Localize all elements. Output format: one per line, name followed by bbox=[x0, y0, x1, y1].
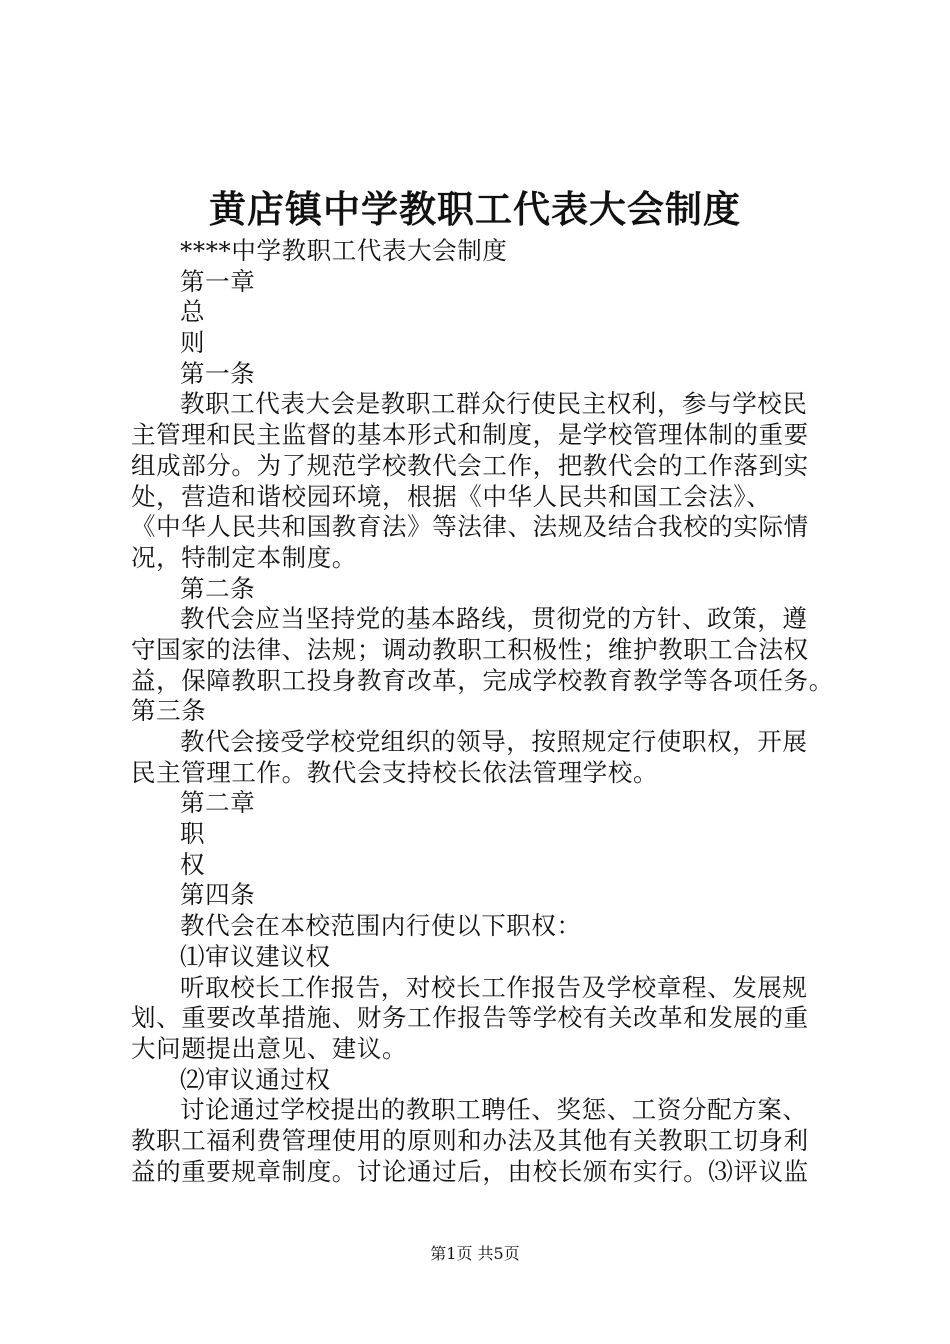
body-text-line: 处，营造和谐校园环境，根据《中华人民共和国工会法》、 bbox=[131, 481, 772, 511]
body-text-line: 教代会在本校范围内行使以下职权： bbox=[180, 911, 582, 941]
body-text-line: 教代会应当坚持党的基本路线，贯彻党的方针、政策，遵 bbox=[180, 604, 808, 634]
body-text-line: 讨论通过学校提出的教职工聘任、奖惩、工资分配方案、 bbox=[180, 1095, 808, 1125]
body-text-line: 守国家的法律、法规；调动教职工积极性；维护教职工合法权 bbox=[131, 634, 809, 664]
page-footer: 第1页 共5页 bbox=[430, 1244, 520, 1263]
body-text-line: 第四条 bbox=[180, 880, 256, 910]
body-text-line: 《中华人民共和国教育法》等法律、法规及结合我校的实际情 bbox=[131, 512, 809, 542]
body-text-line: 大问题提出意见、建议。 bbox=[131, 1033, 408, 1063]
body-text-line: 第一条 bbox=[180, 358, 256, 388]
body-text-line: 第二条 bbox=[180, 573, 256, 603]
body-text-line: 划、重要改革措施、财务工作报告等学校有关改革和发展的重 bbox=[131, 1003, 809, 1033]
body-text-line: 主管理和民主监督的基本形式和制度，是学校管理体制的重要 bbox=[131, 420, 809, 450]
body-text-line: 听取校长工作报告，对校长工作报告及学校章程、发展规 bbox=[180, 972, 808, 1002]
body-text-line: 教职工代表大会是教职工群众行使民主权利，参与学校民 bbox=[180, 389, 808, 419]
body-text-line: 总 bbox=[180, 297, 206, 327]
body-text-line: ****中学教职工代表大会制度 bbox=[180, 236, 508, 265]
document-body bbox=[131, 236, 851, 1187]
body-text-line: 则 bbox=[180, 328, 206, 358]
body-text-line: 第一章 bbox=[180, 266, 256, 296]
body-text-line: 益的重要规章制度。讨论通过后，由校长颁布实行。⑶评议监 bbox=[131, 1156, 809, 1186]
body-text-line: 职 bbox=[180, 819, 206, 849]
body-text-line: 第三条 bbox=[131, 696, 207, 726]
body-text-line: 民主管理工作。教代会支持校长依法管理学校。 bbox=[131, 757, 659, 787]
body-text-line: 况，特制定本制度。 bbox=[131, 542, 357, 572]
document-title: 黄店镇中学教职工代表大会制度 bbox=[209, 187, 741, 231]
body-text-line: 第二章 bbox=[180, 788, 256, 818]
body-text-line: ⑵审议通过权 bbox=[180, 1064, 331, 1094]
body-text-line: ⑴审议建议权 bbox=[180, 941, 331, 971]
body-text-line: 教职工福利费管理使用的原则和办法及其他有关教职工切身利 bbox=[131, 1125, 809, 1155]
body-text-line: 组成部分。为了规范学校教代会工作，把教代会的工作落到实 bbox=[131, 450, 809, 480]
body-text-line: 权 bbox=[180, 849, 206, 879]
body-text-line: 教代会接受学校党组织的领导，按照规定行使职权，开展 bbox=[180, 727, 808, 756]
body-text-line: 益，保障教职工投身教育改革，完成学校教育教学等各项任务。 bbox=[131, 665, 834, 695]
